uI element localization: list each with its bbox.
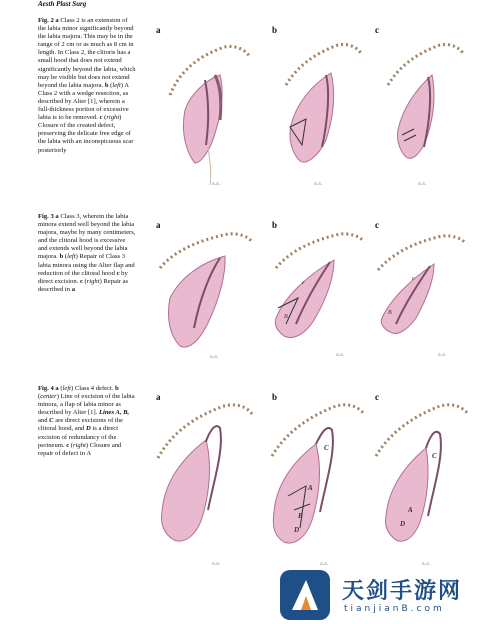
caption-part: by direct excision. [38, 269, 128, 285]
fig3-c-annot-c: c [412, 276, 415, 282]
figure-2-caption [38, 17, 136, 155]
caption-part: Class 2 is an extension of the labia minor significantly beyond the labia majora. This may be in the range of 2 cm or as much as 8 cm in length. In Class 2, the clitoris has a small hood that does not extend significantly beyond the labia, which may be visible but does not extend beyond the labia majora. [38, 17, 136, 89]
journal-header: Aesth Plast Surg [38, 0, 87, 8]
fig2-panel-c-label: c [375, 25, 379, 35]
fig4-c-annot-c: C [432, 452, 437, 460]
caption-part: ( [108, 81, 113, 89]
fig3-panel-b-label: b [272, 220, 278, 230]
caption-part: ) Class 4 defect. [71, 385, 116, 392]
caption-part: D [85, 425, 91, 433]
fig4-panel-a-label: a [156, 392, 161, 402]
fig4-b-annot-c: C [324, 444, 329, 452]
fig4-panel-c-label: c [375, 392, 379, 402]
fig4-c-annot-a: A [408, 506, 413, 514]
fig3-panel-c-label: c [375, 220, 379, 230]
caption-part: left [62, 385, 72, 392]
caption-part: b [59, 253, 64, 261]
fig3-a-signature: a.a. [210, 354, 219, 360]
fig4-panel-c-illustration [370, 400, 470, 570]
caption-part: and [38, 417, 50, 425]
caption-part: ( [69, 441, 73, 449]
caption-part: a [55, 213, 59, 220]
caption-part: c [99, 114, 103, 122]
fig3-panel-a-illustration [150, 228, 260, 378]
caption-part: c [66, 441, 70, 449]
caption-part: right [86, 277, 100, 285]
caption-part: left [112, 81, 121, 89]
caption-part: c [79, 277, 83, 285]
caption-part: ) Closure of the created defect, preserving the delicate free edge of the labia with an inconspicuous scar posteriorly [38, 114, 134, 154]
figure-4-caption [38, 385, 136, 458]
caption-part: ( [82, 277, 87, 285]
caption-part: ) Closure and repair of defect in A [38, 441, 122, 457]
caption-part: a [71, 285, 75, 293]
fig3-c-signature: a.a. [438, 352, 447, 358]
caption-part: ( [38, 393, 41, 401]
fig2-panel-a-illustration [150, 35, 260, 190]
fig3-b-signature: a.a. [336, 352, 345, 358]
caption-part: ) A Class 2 with a wedge resection, as described by Alter [1], wherein a full-thickness portion of excessive labia is to be removed. [38, 81, 129, 122]
caption-part: center [40, 393, 57, 401]
caption-part: are direct excisions of the clitoral hood, and [38, 417, 123, 433]
caption-part: ( [63, 253, 68, 261]
caption-part: Fig. 2 [38, 17, 54, 24]
fig3-c-annot-b: B [388, 310, 392, 316]
caption-part: is a direct excision of redundancy of the perineum. [38, 425, 119, 449]
fig3-b-annot-c: c [302, 280, 305, 286]
caption-part: ) Repair as described in [38, 277, 129, 293]
caption-part: ) Line of excision of the labia minora, a flap of labia minor as described by Alter [1]. [38, 393, 135, 417]
figure-3-caption [38, 213, 136, 294]
caption-part: c [116, 269, 120, 277]
fig4-panel-b-illustration [266, 400, 366, 570]
fig4-b-annot-b: B [298, 512, 303, 520]
caption-part: right [73, 441, 86, 449]
caption-part: ) Repair of Class 3 labia minora using the Alter flap and reduction of the clitoral hood [38, 253, 135, 277]
fig2-panel-c-illustration [370, 35, 470, 190]
fig2-c-signature: a.a. [418, 181, 427, 187]
fig4-a-signature: a.a. [212, 561, 221, 567]
fig3-panel-c-illustration [370, 228, 470, 378]
fig4-b-annot-a: A [308, 484, 313, 492]
caption-part: Fig. 4 [38, 385, 54, 392]
watermark-brand: 天剑手游网 [342, 579, 463, 604]
caption-part: b [115, 385, 119, 392]
fig2-a-signature: a.a. [212, 181, 221, 187]
fig2-panel-b-illustration [266, 35, 366, 190]
fig4-c-annot-d: D [400, 520, 406, 528]
caption-part: a [55, 17, 59, 24]
fig2-panel-b-label: b [272, 25, 278, 35]
caption-part: Lines A, B, [98, 409, 130, 417]
watermark-site: tianjianB.com [344, 604, 445, 614]
caption-part: b [104, 81, 109, 89]
caption-part: Fig. 3 [38, 213, 54, 220]
fig4-c-signature: a.a. [422, 561, 431, 567]
fig3-panel-b-illustration [266, 228, 366, 378]
fig3-panel-a-label: a [156, 220, 161, 230]
caption-part: Class 3, wherein the labia minora extend well beyond the labia majora, maybe by many centimeters, and the clitoral hood is excessive and extends well beyond the labia majora. [38, 213, 136, 261]
fig4-b-annot-d: D [294, 526, 300, 534]
fig2-b-signature: a.a. [314, 181, 323, 187]
fig4-panel-a-illustration [150, 400, 260, 570]
fig3-b-annot-b: B [284, 314, 288, 320]
fig2-panel-a-label: a [156, 25, 161, 35]
fig4-b-signature: a.a. [320, 561, 329, 567]
caption-part: right [106, 114, 120, 122]
caption-part: left [67, 253, 76, 261]
caption-part: C [49, 417, 54, 425]
caption-part: ( [102, 114, 107, 122]
fig4-panel-b-label: b [272, 392, 278, 402]
caption-part: a [55, 385, 59, 392]
caption-part: ( [58, 385, 63, 392]
